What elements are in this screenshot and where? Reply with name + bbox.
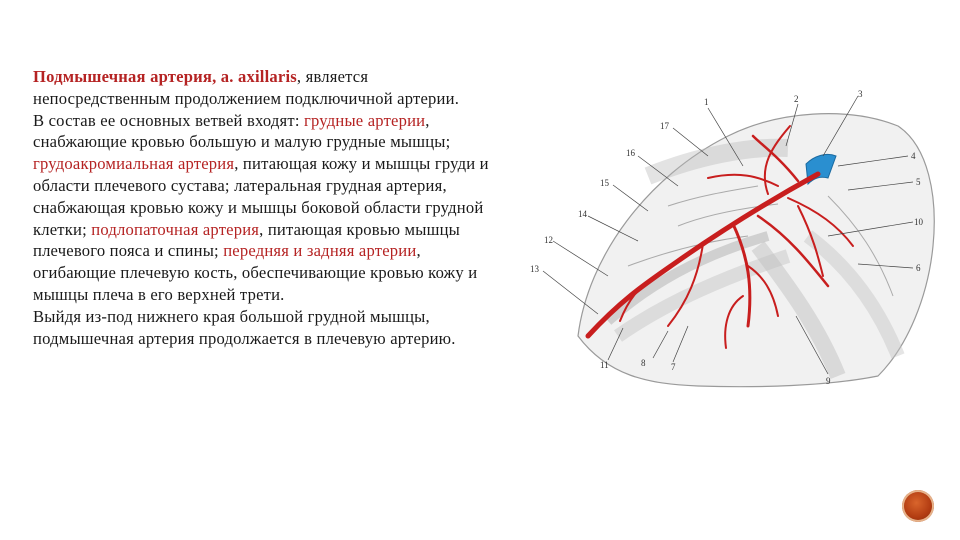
term-circumflex-arteries: передняя и задняя артерии: [223, 241, 417, 261]
figure-label: 6: [916, 263, 921, 273]
anatomy-illustration: [528, 86, 948, 392]
term-subscapular-artery: подлопаточная артерия: [91, 219, 260, 239]
figure-label: 8: [641, 358, 646, 368]
branch1-desc: , снабжающие кровью большую и малую грудные мышцы;: [33, 110, 451, 152]
figure-label: 10: [914, 217, 923, 227]
figure-label: 4: [911, 151, 916, 161]
figure-label: 17: [660, 121, 669, 131]
branches-lead: В состав ее основных ветвей входят:: [33, 110, 304, 130]
term-thoracic-arteries: грудные артерии: [304, 110, 426, 130]
branch3-desc: , питающая кровью мышцы плечевого пояса и спины;: [33, 219, 461, 261]
slide-text: [33, 66, 493, 349]
figure-label: 2: [794, 94, 799, 104]
figure-label: 11: [600, 360, 609, 370]
outro-text: Выйдя из-под нижнего края большой грудной мышцы, подмышечная артерия продолжается в плечевую артерию.: [33, 306, 456, 348]
figure-label: 13: [530, 264, 539, 274]
logo-icon: [902, 490, 934, 522]
figure-label: 9: [826, 376, 831, 386]
figure-label: 3: [858, 89, 863, 99]
figure-label: 14: [578, 209, 587, 219]
term-thoracoacromial-artery: грудоакромиальная артерия: [33, 154, 235, 174]
figure-label: 1: [704, 97, 709, 107]
term-axillary-artery: Подмышечная артерия, a. axillaris: [33, 67, 297, 86]
figure-label: 5: [916, 177, 921, 187]
intro-text: , является непосредственным продолжением подключичной артерии.: [33, 67, 460, 108]
branch2-desc: , питающая кожу и мышцы груди и области плечевого сустава; латеральная грудная артерия, снабжающая кровью кожу и мышцы боковой области грудной клетки;: [33, 154, 489, 239]
figure-label: 12: [544, 235, 553, 245]
figure-label: 7: [671, 362, 676, 372]
figure-label: 15: [600, 178, 609, 188]
branch4-desc: , огибающие плечевую кость, обеспечивающие кровью кожу и мышцы плеча в его верхней трети.: [33, 241, 478, 304]
figure-label: 16: [626, 148, 635, 158]
